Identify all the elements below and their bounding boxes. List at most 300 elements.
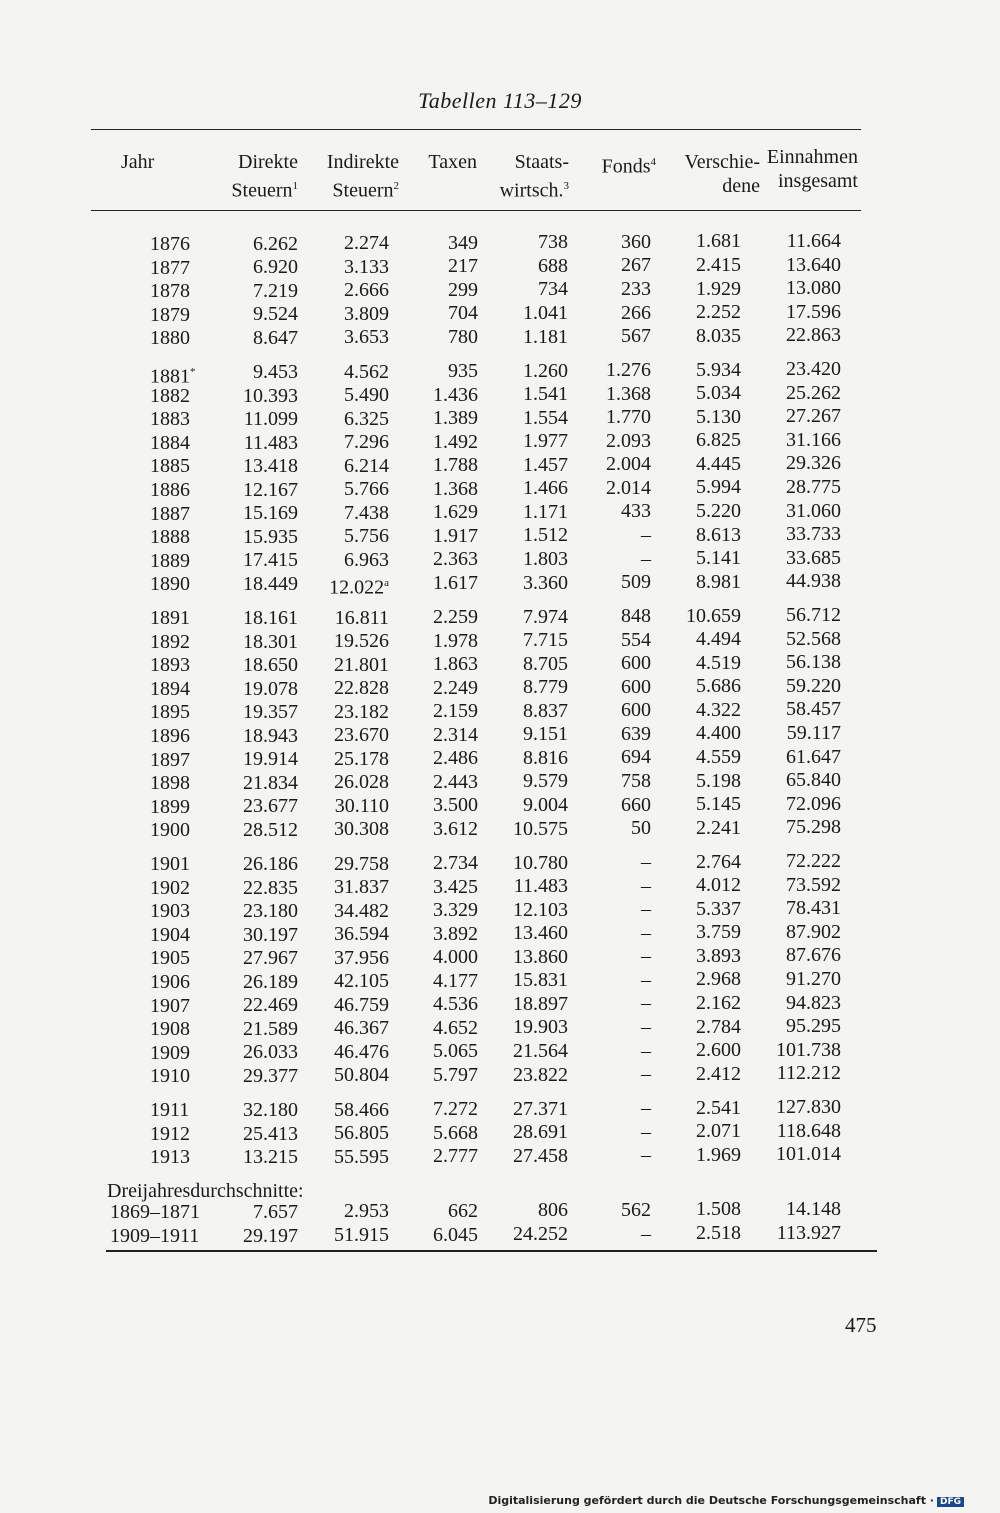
- value-cell: 21.834: [243, 771, 298, 794]
- value-cell: 78.431: [786, 897, 841, 920]
- value-cell: 13.080: [786, 277, 841, 300]
- value-cell: 27.267: [786, 405, 841, 428]
- value-cell: 600: [621, 652, 651, 675]
- value-cell: 21.801: [334, 653, 389, 676]
- value-cell: 58.457: [786, 698, 841, 721]
- value-cell: –: [641, 1063, 651, 1086]
- value-cell: 2.014: [606, 476, 651, 499]
- value-cell: 360: [621, 230, 651, 253]
- value-cell: 46.759: [334, 993, 389, 1016]
- value-cell: 29.326: [786, 452, 841, 475]
- value-cell: 58.466: [334, 1098, 389, 1121]
- value-cell: 5.686: [696, 675, 741, 698]
- year-cell: 1882: [150, 384, 190, 407]
- value-cell: 1.617: [433, 572, 478, 594]
- value-cell: –: [641, 921, 651, 944]
- value-cell: 19.903: [513, 1016, 568, 1039]
- value-cell: 27.371: [513, 1097, 568, 1120]
- value-cell: 1.368: [433, 477, 478, 500]
- value-cell: 3.653: [344, 326, 389, 349]
- value-cell: 26.033: [243, 1041, 298, 1064]
- value-cell: 2.777: [433, 1145, 478, 1168]
- value-cell: 23.677: [243, 795, 298, 818]
- page-number: 475: [845, 1313, 877, 1337]
- value-cell: 23.182: [334, 700, 389, 723]
- value-cell: 72.222: [786, 850, 841, 873]
- year-cell: 1879: [150, 303, 190, 326]
- value-cell: 36.594: [334, 923, 389, 946]
- value-cell: 9.579: [523, 770, 568, 793]
- value-cell: –: [641, 1144, 651, 1167]
- value-cell: 3.809: [344, 302, 389, 325]
- value-cell: 1.554: [523, 406, 568, 429]
- value-cell: 4.177: [433, 969, 478, 992]
- value-cell: 34.482: [334, 899, 389, 922]
- column-header: [121, 150, 154, 174]
- year-cell: 1897: [150, 748, 190, 771]
- value-cell: 3.360: [523, 571, 568, 594]
- value-cell: 1.541: [523, 383, 568, 406]
- year-cell: 1889: [150, 549, 190, 572]
- value-cell: 13.215: [243, 1146, 298, 1169]
- value-cell: 31.837: [334, 876, 389, 899]
- value-cell: 4.322: [696, 698, 741, 721]
- value-cell: 17.596: [786, 300, 841, 323]
- value-cell: 5.934: [696, 358, 741, 381]
- value-cell: 5.141: [696, 547, 741, 570]
- value-cell: 2.666: [344, 279, 389, 302]
- value-cell: 31.060: [786, 499, 841, 522]
- value-cell: –: [641, 547, 651, 570]
- value-cell: 233: [621, 278, 651, 300]
- value-cell: 1.803: [523, 548, 568, 570]
- value-cell: 18.161: [243, 606, 298, 629]
- value-cell: 3.612: [433, 818, 478, 840]
- value-cell: 1.457: [523, 453, 568, 476]
- value-cell: 660: [621, 793, 651, 816]
- value-cell: 2.443: [433, 770, 478, 793]
- value-cell: 562: [621, 1198, 651, 1221]
- value-cell: 50.804: [334, 1064, 389, 1087]
- value-cell: –: [641, 1016, 651, 1038]
- value-cell: 9.004: [523, 794, 568, 816]
- value-cell: 11.099: [243, 408, 298, 431]
- value-cell: 26.028: [334, 771, 389, 794]
- value-cell: 2.953: [344, 1200, 389, 1223]
- value-cell: 10.659: [686, 604, 741, 627]
- value-cell: 1.171: [523, 500, 568, 523]
- value-cell: 28.691: [513, 1121, 568, 1144]
- value-cell: 2.968: [696, 968, 741, 991]
- value-cell: 780: [448, 326, 478, 348]
- year-cell: 1881*: [150, 365, 196, 388]
- value-cell: 15.169: [243, 502, 298, 525]
- column-header-line: Einnahmen: [766, 146, 858, 168]
- value-cell: 1.508: [696, 1198, 741, 1221]
- value-cell: 758: [621, 770, 651, 792]
- value-cell: 5.145: [696, 793, 741, 816]
- year-cell: 1884: [150, 431, 190, 454]
- value-cell: 1.969: [696, 1143, 741, 1166]
- value-cell: 18.943: [243, 724, 298, 747]
- value-cell: 1.917: [433, 524, 478, 547]
- year-cell: 1891: [150, 607, 190, 630]
- year-cell: 1901: [150, 853, 190, 876]
- value-cell: 23.670: [334, 724, 389, 747]
- value-cell: 349: [448, 231, 478, 254]
- year-cell: 1886: [150, 479, 190, 501]
- value-cell: 87.902: [786, 920, 841, 943]
- value-cell: 11.483: [243, 431, 298, 454]
- value-cell: 5.065: [433, 1040, 478, 1063]
- year-cell: 1902: [150, 876, 190, 899]
- value-cell: 118.648: [776, 1119, 841, 1142]
- value-cell: 509: [621, 571, 651, 594]
- year-cell: 1894: [150, 677, 190, 700]
- value-cell: 4.536: [433, 993, 478, 1016]
- value-cell: 28.512: [243, 818, 298, 841]
- column-header-line: Taxen: [428, 151, 477, 173]
- value-cell: 8.981: [696, 570, 741, 593]
- value-cell: 30.308: [334, 818, 389, 841]
- value-cell: 50: [631, 817, 651, 840]
- value-cell: 25.262: [786, 381, 841, 404]
- value-cell: 6.825: [696, 429, 741, 452]
- value-cell: 3.893: [696, 944, 741, 967]
- column-header-line: Indirekte: [326, 151, 399, 173]
- value-cell: 1.041: [523, 302, 568, 324]
- value-cell: 1.788: [433, 454, 478, 477]
- value-cell: 2.486: [433, 747, 478, 770]
- year-cell: 1912: [150, 1122, 190, 1145]
- value-cell: 1.492: [433, 430, 478, 453]
- footnote-mark: 1: [292, 180, 298, 192]
- year-cell: 1890: [150, 573, 190, 596]
- year-cell: 1910: [150, 1065, 190, 1088]
- value-cell: –: [641, 851, 651, 874]
- value-cell: 5.220: [696, 500, 741, 522]
- value-cell: 1.863: [433, 653, 478, 676]
- column-header-line: insgesamt: [778, 170, 858, 192]
- value-cell: –: [641, 1097, 651, 1120]
- value-cell: 22.828: [334, 677, 389, 700]
- year-cell: 1904: [150, 923, 190, 946]
- value-cell: 33.685: [786, 546, 841, 569]
- value-cell: 19.078: [243, 677, 298, 700]
- value-cell: 704: [448, 302, 478, 325]
- value-cell: 17.415: [243, 549, 298, 572]
- value-cell: 738: [538, 231, 568, 254]
- value-cell: 267: [621, 254, 651, 277]
- value-cell: 2.252: [696, 301, 741, 324]
- value-cell: 113.927: [776, 1222, 841, 1244]
- value-cell: 15.831: [513, 969, 568, 992]
- value-cell: 29.197: [243, 1224, 298, 1247]
- value-cell: 4.652: [433, 1016, 478, 1039]
- value-cell: 2.241: [696, 816, 741, 839]
- value-cell: 4.000: [433, 946, 478, 969]
- value-cell: –: [641, 968, 651, 991]
- value-cell: –: [641, 1120, 651, 1143]
- value-cell: –: [641, 992, 651, 1015]
- value-cell: 8.816: [523, 746, 568, 769]
- year-cell: 1893: [150, 654, 190, 677]
- value-cell: 3.500: [433, 794, 478, 817]
- value-cell: 694: [621, 746, 651, 769]
- column-header-line: Verschie-: [684, 151, 760, 173]
- year-cell: 1900: [150, 819, 190, 842]
- period-cell: 1909–1911: [110, 1225, 200, 1247]
- value-cell: 25.178: [334, 747, 389, 770]
- value-cell: 5.766: [344, 478, 389, 501]
- value-cell: 23.822: [513, 1063, 568, 1086]
- footnote-mark: 3: [563, 180, 569, 192]
- value-cell: 72.096: [786, 792, 841, 815]
- value-cell: 1.770: [606, 406, 651, 429]
- value-cell: 266: [621, 301, 651, 324]
- value-cell: 4.012: [696, 874, 741, 897]
- value-cell: 112.212: [776, 1062, 841, 1085]
- value-cell: 42.105: [334, 970, 389, 993]
- value-cell: 433: [621, 500, 651, 523]
- value-cell: 734: [538, 278, 568, 301]
- footnote-mark: a: [384, 577, 389, 590]
- value-cell: 2.363: [433, 548, 478, 571]
- year-cell: 1905: [150, 947, 190, 970]
- value-cell: 27.458: [513, 1144, 568, 1167]
- year-cell: 1883: [150, 408, 190, 431]
- value-cell: 9.151: [523, 723, 568, 746]
- value-cell: 3.892: [433, 922, 478, 945]
- header-top-rule: [91, 129, 861, 130]
- value-cell: 127.830: [776, 1096, 841, 1119]
- value-cell: 6.214: [344, 454, 389, 477]
- header-bottom-rule: [91, 210, 861, 211]
- page-title: Tabellen 113–129: [418, 88, 582, 113]
- value-cell: 1.368: [606, 382, 651, 405]
- value-cell: –: [641, 1222, 651, 1245]
- value-cell: 33.733: [786, 523, 841, 546]
- value-cell: 2.600: [696, 1039, 741, 1062]
- value-cell: 5.198: [696, 769, 741, 792]
- year-cell: 1892: [150, 630, 190, 653]
- value-cell: 6.920: [253, 256, 298, 279]
- value-cell: 10.575: [513, 817, 568, 840]
- period-cell: 1869–1871: [110, 1201, 200, 1223]
- value-cell: 2.412: [696, 1062, 741, 1085]
- value-cell: 688: [538, 254, 568, 277]
- value-cell: 18.650: [243, 654, 298, 677]
- value-cell: 101.014: [776, 1143, 841, 1166]
- value-cell: 2.314: [433, 723, 478, 746]
- value-cell: 56.712: [786, 604, 841, 627]
- value-cell: 5.034: [696, 382, 741, 405]
- value-cell: 2.415: [696, 254, 741, 276]
- value-cell: 5.756: [344, 525, 389, 548]
- value-cell: 2.274: [344, 232, 389, 255]
- value-cell: –: [641, 874, 651, 897]
- value-cell: 217: [448, 255, 478, 278]
- column-header-line: Steuern$^1$: [231, 179, 298, 202]
- year-cell: 1899: [150, 795, 190, 818]
- value-cell: 46.476: [334, 1040, 389, 1063]
- value-cell: 8.035: [696, 324, 741, 347]
- value-cell: 554: [621, 628, 651, 651]
- year-cell: 1913: [150, 1146, 190, 1169]
- value-cell: 29.758: [334, 852, 389, 875]
- value-cell: 55.595: [334, 1145, 389, 1168]
- year-cell: 1903: [150, 900, 190, 923]
- value-cell: 16.811: [334, 606, 389, 629]
- value-cell: 91.270: [786, 968, 841, 990]
- value-cell: 4.559: [696, 746, 741, 768]
- value-cell: 4.562: [344, 360, 389, 383]
- value-cell: 29.377: [243, 1064, 298, 1087]
- value-cell: 5.130: [696, 405, 741, 428]
- year-cell: 1906: [150, 971, 190, 993]
- value-cell: 1.929: [696, 277, 741, 300]
- column-header-line: dene: [722, 175, 760, 197]
- value-cell: 3.759: [696, 921, 741, 944]
- value-cell: 600: [621, 699, 651, 722]
- value-cell: 22.469: [243, 994, 298, 1017]
- year-cell: 1880: [150, 327, 190, 350]
- value-cell: 4.519: [696, 651, 741, 674]
- year-cell: 1898: [150, 772, 190, 795]
- value-cell: 18.301: [243, 630, 298, 653]
- value-cell: 7.272: [433, 1098, 478, 1121]
- value-cell: 12.022$^a$: [329, 577, 389, 600]
- value-cell: 2.784: [696, 1015, 741, 1038]
- value-cell: 15.935: [243, 525, 298, 548]
- value-cell: 61.647: [786, 745, 841, 768]
- footnote-mark: 4: [650, 156, 656, 168]
- value-cell: –: [641, 898, 651, 921]
- value-cell: 1.466: [523, 477, 568, 500]
- value-cell: 30.197: [243, 923, 298, 946]
- value-cell: 5.994: [696, 476, 741, 499]
- value-cell: 2.259: [433, 606, 478, 629]
- value-cell: 1.389: [433, 407, 478, 430]
- value-cell: 22.863: [786, 324, 841, 347]
- value-cell: 1.512: [523, 524, 568, 547]
- value-cell: 7.438: [344, 501, 389, 524]
- value-cell: 567: [621, 325, 651, 348]
- year-cell: 1907: [150, 994, 190, 1017]
- year-cell: 1896: [150, 725, 190, 747]
- value-cell: 5.337: [696, 897, 741, 920]
- value-cell: 21.564: [513, 1040, 568, 1062]
- value-cell: 5.797: [433, 1064, 478, 1086]
- column-header-line: Direkte: [238, 151, 298, 173]
- value-cell: 1.977: [523, 430, 568, 453]
- value-cell: 18.897: [513, 992, 568, 1015]
- value-cell: 2.004: [606, 453, 651, 476]
- value-cell: –: [641, 524, 651, 546]
- value-cell: 51.915: [334, 1224, 389, 1247]
- value-cell: 4.494: [696, 628, 741, 651]
- value-cell: 299: [448, 278, 478, 301]
- value-cell: 806: [538, 1199, 568, 1222]
- value-cell: 23.180: [243, 900, 298, 923]
- column-header-line: Staats-: [514, 151, 569, 173]
- value-cell: 73.592: [786, 873, 841, 896]
- value-cell: 13.640: [786, 253, 841, 276]
- value-cell: 27.967: [243, 947, 298, 970]
- value-cell: 32.180: [243, 1098, 298, 1121]
- value-cell: 56.805: [334, 1122, 389, 1145]
- value-cell: 9.453: [253, 360, 298, 383]
- value-cell: 6.045: [433, 1223, 478, 1246]
- footnote-mark: 2: [393, 180, 399, 192]
- value-cell: 12.103: [513, 898, 568, 921]
- value-cell: 25.413: [243, 1122, 298, 1145]
- year-cell: 1909: [150, 1041, 190, 1064]
- value-cell: 21.589: [243, 1017, 298, 1040]
- value-cell: 2.249: [433, 676, 478, 699]
- value-cell: 19.914: [243, 748, 298, 771]
- value-cell: 44.938: [786, 570, 841, 593]
- value-cell: 1.260: [523, 359, 568, 382]
- value-cell: 75.298: [786, 816, 841, 839]
- year-cell: 1908: [150, 1018, 190, 1041]
- year-cell: 1911: [150, 1099, 190, 1122]
- footer-text: Digitalisierung gefördert durch die Deutsche Forschungsgemeinschaft ·: [488, 1494, 934, 1507]
- value-cell: 1.681: [696, 230, 741, 253]
- value-cell: –: [641, 945, 651, 968]
- value-cell: 2.162: [696, 992, 741, 1014]
- value-cell: 59.117: [786, 722, 841, 744]
- value-cell: 6.325: [344, 407, 389, 430]
- value-cell: 8.837: [523, 699, 568, 722]
- column-header-line: Jahr: [121, 151, 155, 173]
- value-cell: 2.071: [696, 1120, 741, 1143]
- value-cell: 59.220: [786, 674, 841, 697]
- value-cell: 56.138: [786, 651, 841, 674]
- value-cell: 4.445: [696, 452, 741, 475]
- value-cell: 1.276: [606, 359, 651, 382]
- value-cell: 1.978: [433, 629, 478, 652]
- year-cell: 1876: [150, 233, 190, 255]
- value-cell: 8.647: [253, 326, 298, 349]
- value-cell: 2.518: [696, 1222, 741, 1245]
- value-cell: 7.296: [344, 431, 389, 454]
- value-cell: 2.764: [696, 850, 741, 873]
- value-cell: 26.189: [243, 970, 298, 993]
- value-cell: 8.613: [696, 523, 741, 546]
- year-cell: 1877: [150, 256, 190, 279]
- value-cell: 19.526: [334, 630, 389, 653]
- footnote-mark: *: [190, 366, 196, 379]
- value-cell: 7.219: [253, 279, 298, 302]
- value-cell: 1.629: [433, 501, 478, 524]
- value-cell: 1.181: [523, 325, 568, 348]
- value-cell: 19.357: [243, 701, 298, 724]
- year-cell: 1885: [150, 455, 190, 478]
- year-cell: 1887: [150, 502, 190, 525]
- value-cell: 13.418: [243, 455, 298, 478]
- value-cell: 2.159: [433, 700, 478, 723]
- value-cell: 3.329: [433, 899, 478, 922]
- value-cell: 5.490: [344, 384, 389, 407]
- value-cell: 31.166: [786, 428, 841, 451]
- value-cell: 94.823: [786, 991, 841, 1014]
- column-header-line: Steuern$^2$: [332, 179, 399, 202]
- value-cell: 37.956: [334, 946, 389, 969]
- value-cell: 2.734: [433, 852, 478, 875]
- dfg-logo: DFG: [937, 1497, 964, 1507]
- value-cell: 7.657: [253, 1200, 298, 1223]
